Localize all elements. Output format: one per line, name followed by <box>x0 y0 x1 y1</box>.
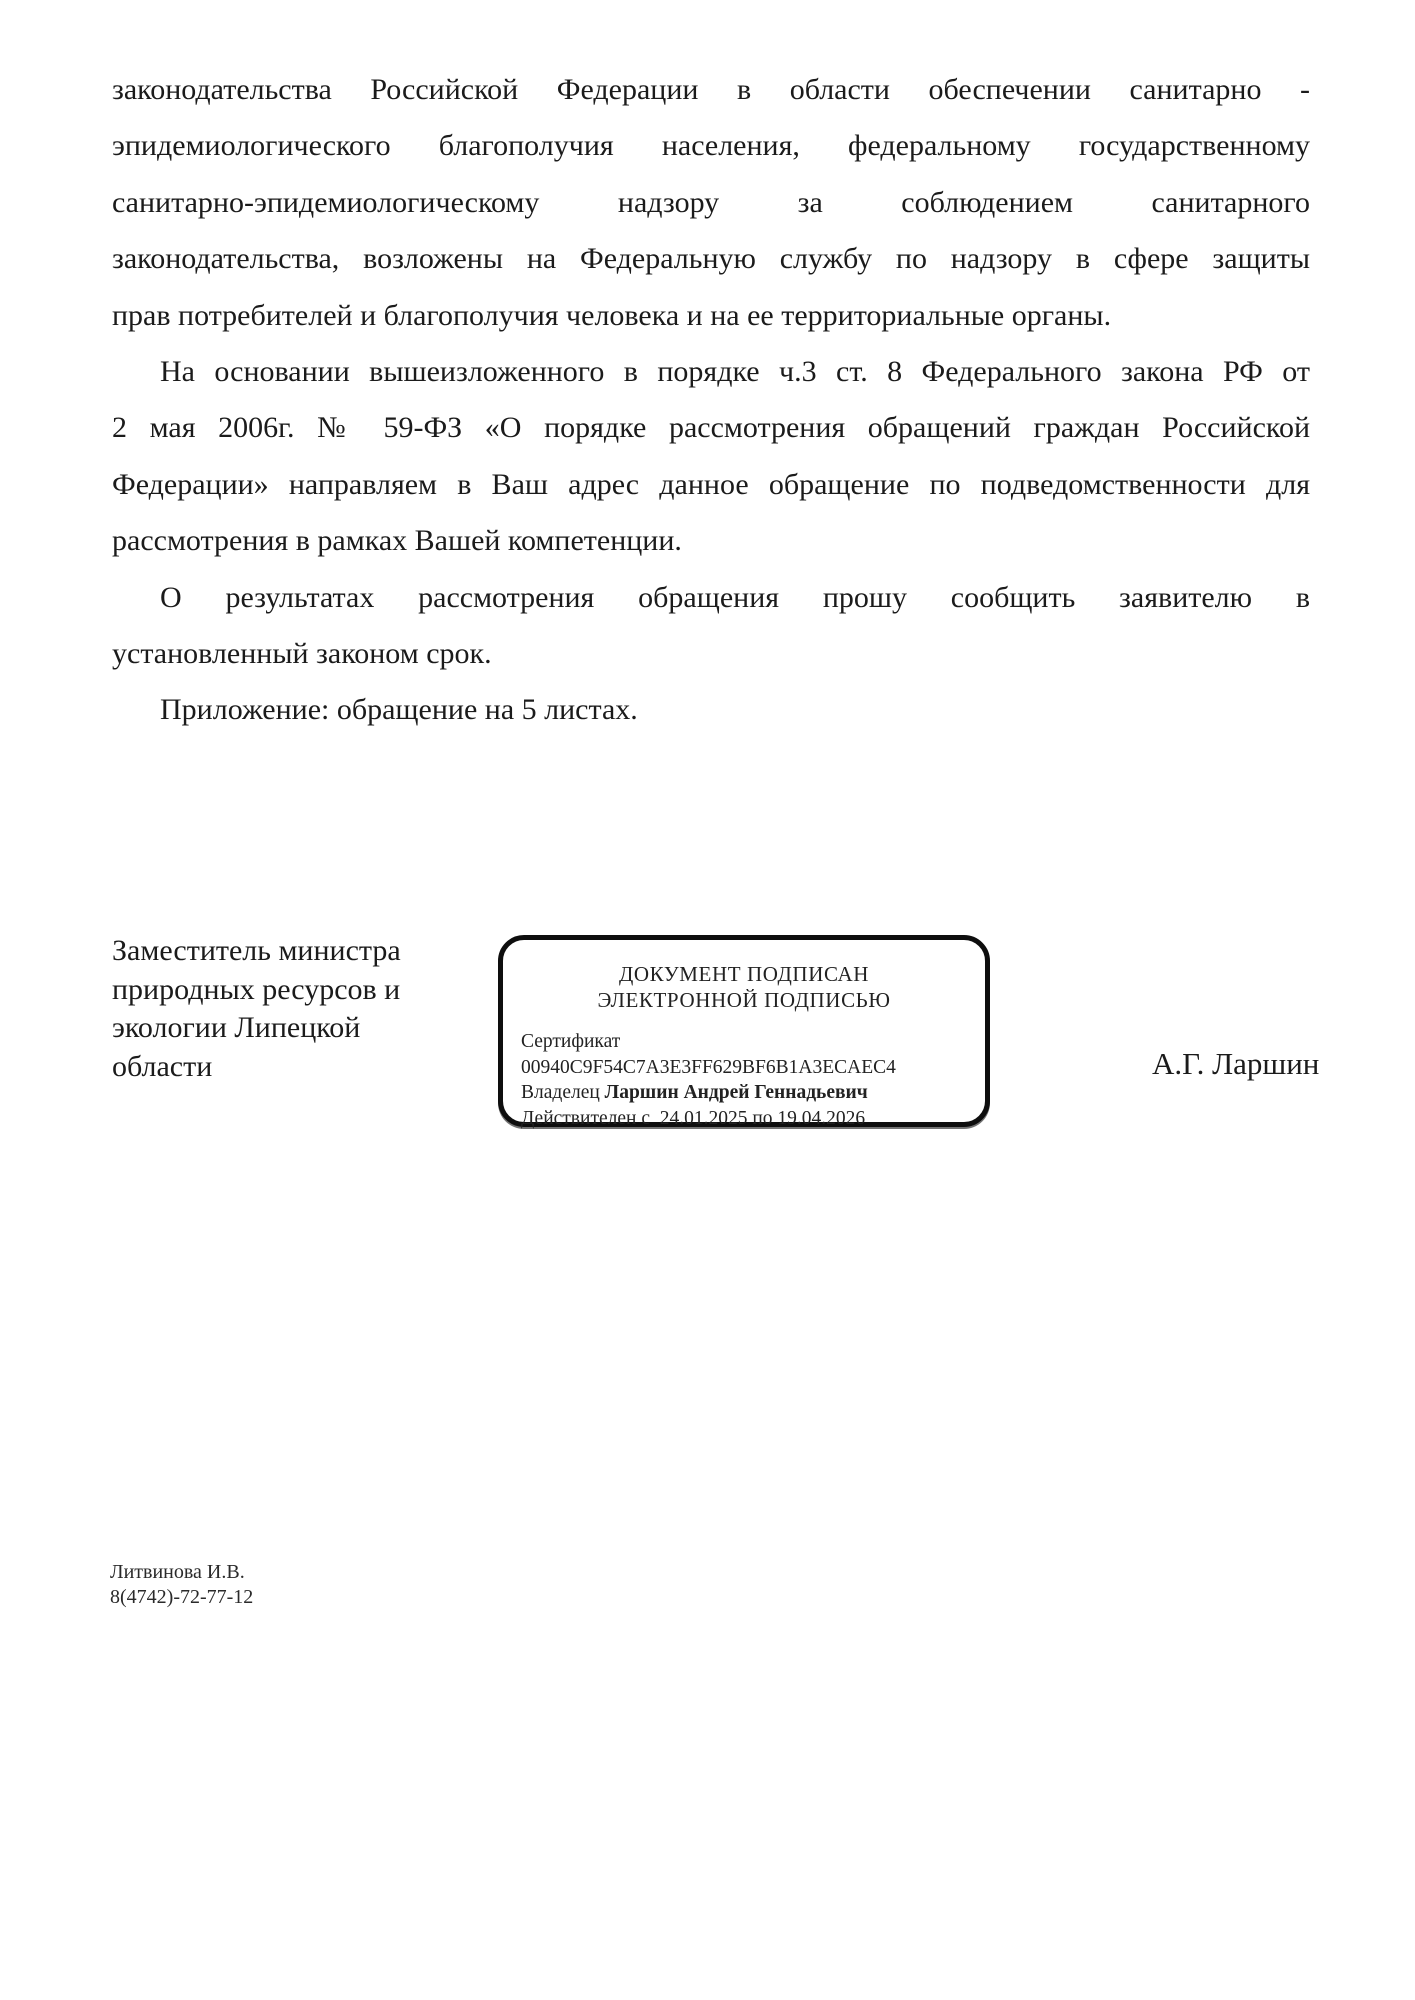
executor-block <box>110 1560 253 1609</box>
paragraph <box>112 570 1310 683</box>
paragraph <box>112 62 1310 344</box>
text-line: О результатах рассмотрения обращения прошу сообщить заявителю в <box>160 580 1310 614</box>
text-line: 2 мая 2006г. № 59-ФЗ «О порядке рассмотрения обращений граждан Российской <box>112 411 1310 445</box>
executor-name: Литвинова И.В. <box>110 1561 245 1583</box>
signer-position <box>112 932 442 1086</box>
signer-name: А.Г. Ларшин <box>1152 1046 1320 1081</box>
owner-value: Ларшин Андрей Геннадьевич <box>604 1082 868 1103</box>
digital-signature-stamp <box>498 935 990 1127</box>
letter-body <box>112 62 1310 739</box>
paragraph <box>112 344 1310 570</box>
stamp-certificate-row <box>521 1029 971 1080</box>
stamp-validity-row <box>521 1106 971 1132</box>
text-line: Приложение: обращение на 5 листах. <box>160 693 638 727</box>
stamp-title <box>503 940 985 1013</box>
validity-label: Действителен с <box>521 1107 650 1129</box>
stamp-owner-row <box>521 1080 971 1106</box>
text-line: установленный законом срок. <box>112 637 492 671</box>
stamp-title-line2: ЭЛЕКТРОННОЙ ПОДПИСЬЮ <box>597 988 891 1012</box>
paragraph <box>112 682 1310 738</box>
signer-position-line: Заместитель министра <box>112 934 401 967</box>
certificate-label: Сертификат <box>521 1031 621 1052</box>
text-line: На основании вышеизложенного в порядке ч.3 ст. 8 Федерального закона РФ от <box>160 355 1310 389</box>
text-line: санитарно-эпидемиологическому надзору за соблюдением санитарного <box>112 185 1310 219</box>
text-line: законодательства, возложены на Федеральную службу по надзору в сфере защиты <box>112 242 1310 276</box>
text-line: рассмотрения в рамках Вашей компетенции. <box>112 524 682 558</box>
signer-position-line: экологии Липецкой <box>112 1011 361 1044</box>
signer-position-line: области <box>112 1049 213 1083</box>
stamp-title-line1: ДОКУМЕНТ ПОДПИСАН <box>618 962 870 986</box>
owner-label: Владелец <box>521 1082 600 1103</box>
text-line: Федерации» направляем в Ваш адрес данное обращение по подведомственности для <box>112 467 1310 501</box>
executor-phone: 8(4742)-72-77-12 <box>110 1585 254 1608</box>
text-line: прав потребителей и благополучия человека и на ее территориальные органы. <box>112 298 1112 332</box>
signer-position-line: природных ресурсов и <box>112 972 401 1006</box>
text-line: законодательства Российской Федерации в области обеспечении санитарно - <box>112 73 1310 106</box>
validity-value: 24.01.2025 по 19.04.2026 <box>659 1107 866 1129</box>
certificate-value: 00940C9F54C7A3E3FF629BF6B1A3ECAEC4 <box>521 1056 896 1078</box>
text-line: эпидемиологического благополучия населения, федеральному государственному <box>112 129 1310 163</box>
stamp-details <box>503 1029 985 1131</box>
